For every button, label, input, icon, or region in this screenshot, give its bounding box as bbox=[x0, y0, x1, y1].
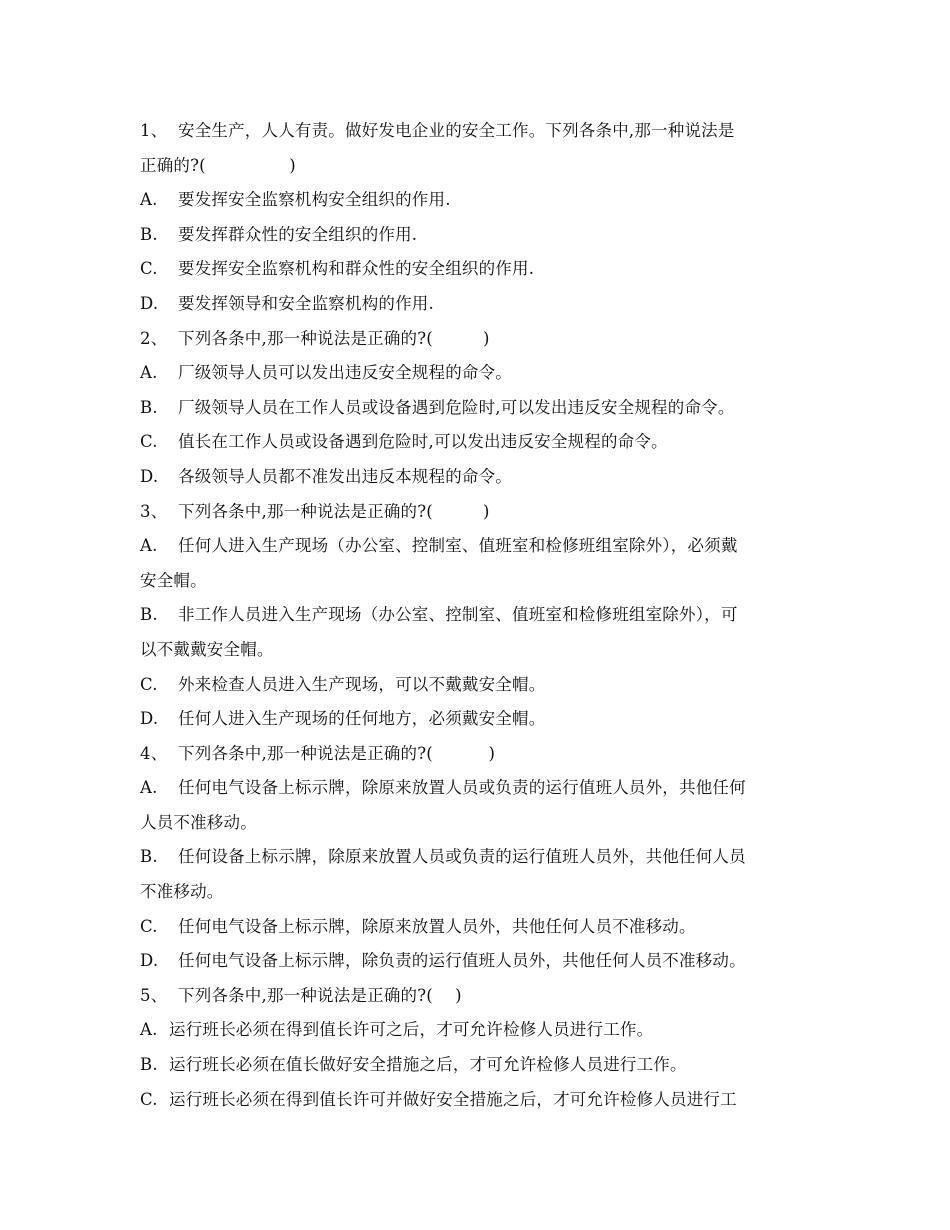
option-text: 要发挥安全监察机构安全组织的作用. bbox=[178, 190, 451, 210]
option-text: 各级领导人员都不准发出违反本规程的命令。 bbox=[178, 466, 512, 486]
option-letter: D. bbox=[140, 951, 159, 971]
option-text: 任何电气设备上标示牌，除负责的运行值班人员外，共他任何人员不准移动。 bbox=[178, 951, 746, 971]
option-text: 任何人进入生产现场的任何地方，必须戴安全帽。 bbox=[178, 709, 546, 729]
question-1-option-c bbox=[140, 252, 812, 287]
option-letter: C. bbox=[140, 674, 158, 694]
option-text: 运行班长必须在得到值长许可并做好安全措施之后，才可允许检修人员进行工 bbox=[169, 1089, 737, 1109]
question-4-option-a-line-1 bbox=[140, 771, 812, 806]
question-1-option-d bbox=[140, 287, 812, 322]
option-text-continued: 安全帽。 bbox=[140, 570, 207, 590]
question-4-option-d bbox=[140, 944, 812, 979]
question-3-option-b-line-1 bbox=[140, 598, 812, 633]
question-3-option-b-line-2 bbox=[140, 633, 812, 668]
question-5-option-a bbox=[140, 1013, 812, 1048]
option-letter: C. bbox=[140, 1089, 158, 1109]
option-text: 运行班长必须在值长做好安全措施之后，才可允许检修人员进行工作。 bbox=[169, 1055, 687, 1075]
question-text: 下列各条中,那一种说法是正确的?( ) bbox=[178, 328, 490, 348]
question-4-option-a-line-2 bbox=[140, 806, 812, 841]
option-text: 非工作人员进入生产现场（办公室、控制室、值班室和检修班组室除外），可 bbox=[178, 605, 738, 625]
question-2-option-c bbox=[140, 425, 812, 460]
question-4-option-b-line-2 bbox=[140, 875, 812, 910]
question-5 bbox=[140, 979, 812, 1014]
question-1-option-b bbox=[140, 218, 812, 253]
option-letter: A. bbox=[140, 363, 158, 383]
question-number: 1、 bbox=[140, 121, 168, 140]
option-text: 任何人进入生产现场（办公室、控制室、值班室和检修班组室除外），必须戴 bbox=[178, 536, 738, 556]
question-number: 4、 bbox=[140, 743, 168, 763]
option-letter: D. bbox=[140, 466, 159, 486]
question-5-option-b bbox=[140, 1048, 812, 1083]
question-number: 5、 bbox=[140, 985, 168, 1005]
question-4-option-b-line-1 bbox=[140, 840, 812, 875]
option-text: 厂级领导人员在工作人员或设备遇到危险时,可以发出违反安全规程的命令。 bbox=[178, 397, 735, 417]
question-3 bbox=[140, 495, 812, 530]
option-text: 任何电气设备上标示牌，除原来放置人员外，共他任何人员不准移动。 bbox=[178, 916, 696, 936]
option-text: 外来检查人员进入生产现场，可以不戴戴安全帽。 bbox=[178, 674, 546, 694]
option-letter: C. bbox=[140, 916, 158, 936]
option-letter: C. bbox=[140, 432, 158, 452]
option-letter: B. bbox=[140, 224, 158, 244]
question-text: 安全生产，人人有责。做好发电企业的安全工作。下列各条中,那一种说法是 bbox=[178, 121, 735, 140]
question-3-option-d bbox=[140, 702, 812, 737]
question-3-option-a-line-2 bbox=[140, 564, 812, 599]
option-letter: A. bbox=[140, 190, 158, 210]
option-text-continued: 不准移动。 bbox=[140, 882, 224, 902]
option-text: 要发挥群众性的安全组织的作用. bbox=[178, 224, 418, 244]
question-2-option-a bbox=[140, 356, 812, 391]
question-3-option-a-line-1 bbox=[140, 529, 812, 564]
question-number: 2、 bbox=[140, 328, 168, 348]
option-letter: B. bbox=[140, 397, 158, 417]
question-text-continued: 正确的?( ) bbox=[140, 155, 296, 175]
document-body bbox=[140, 114, 812, 1117]
option-text-continued: 人员不准移动。 bbox=[140, 812, 257, 832]
option-text: 要发挥安全监察机构和群众性的安全组织的作用. bbox=[178, 259, 535, 279]
option-text: 任何设备上标示牌，除原来放置人员或负责的运行值班人员外，共他任何人员 bbox=[178, 847, 746, 867]
option-letter: C. bbox=[140, 259, 158, 279]
question-2 bbox=[140, 322, 812, 357]
question-2-option-b bbox=[140, 391, 812, 426]
question-2-option-d bbox=[140, 460, 812, 495]
question-1-line-1 bbox=[140, 114, 812, 149]
question-1-option-a bbox=[140, 183, 812, 218]
question-3-option-c bbox=[140, 668, 812, 703]
option-text: 任何电气设备上标示牌，除原来放置人员或负责的运行值班人员外，共他任何 bbox=[178, 778, 746, 798]
option-letter: B. bbox=[140, 847, 158, 867]
option-letter: D. bbox=[140, 293, 159, 313]
question-number: 3、 bbox=[140, 501, 168, 521]
question-text: 下列各条中,那一种说法是正确的?( ) bbox=[178, 743, 496, 763]
option-text: 厂级领导人员可以发出违反安全规程的命令。 bbox=[178, 363, 512, 383]
option-letter: A. bbox=[140, 536, 158, 556]
option-letter: B. bbox=[140, 605, 158, 625]
question-text: 下列各条中,那一种说法是正确的?( ) bbox=[178, 985, 462, 1005]
option-letter: A. bbox=[140, 1020, 158, 1040]
question-5-option-c bbox=[140, 1083, 812, 1118]
option-letter: B. bbox=[140, 1055, 158, 1075]
question-1-line-2 bbox=[140, 149, 812, 184]
question-4-option-c bbox=[140, 910, 812, 945]
question-4 bbox=[140, 737, 812, 772]
option-letter: A. bbox=[140, 778, 158, 798]
option-text-continued: 以不戴戴安全帽。 bbox=[140, 639, 274, 659]
question-text: 下列各条中,那一种说法是正确的?( ) bbox=[178, 501, 490, 521]
option-letter: D. bbox=[140, 709, 159, 729]
option-text: 运行班长必须在得到值长许可之后，才可允许检修人员进行工作。 bbox=[169, 1020, 654, 1040]
option-text: 值长在工作人员或设备遇到危险时,可以发出违反安全规程的命令。 bbox=[178, 432, 668, 452]
option-text: 要发挥领导和安全监察机构的作用. bbox=[178, 293, 434, 313]
